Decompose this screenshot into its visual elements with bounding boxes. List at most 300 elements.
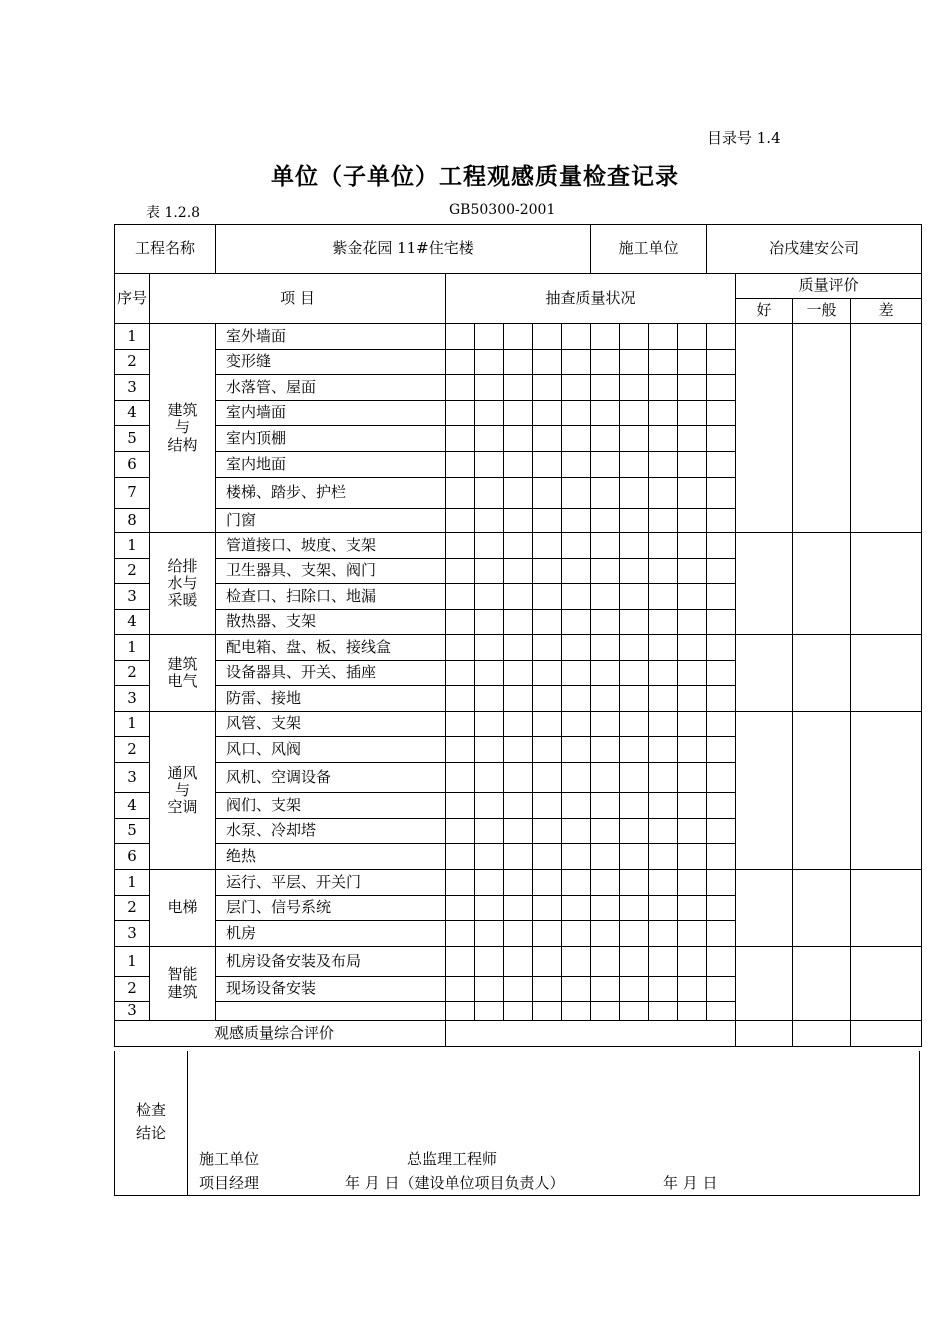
poor-cell[interactable] bbox=[851, 635, 922, 712]
inspection-cell[interactable] bbox=[649, 426, 678, 452]
inspection-cell[interactable] bbox=[649, 533, 678, 559]
inspection-cell[interactable] bbox=[504, 712, 533, 737]
inspection-cell[interactable] bbox=[475, 686, 504, 712]
inspection-cell[interactable] bbox=[533, 793, 562, 819]
inspection-cell[interactable] bbox=[649, 324, 678, 350]
inspection-cell[interactable] bbox=[446, 712, 475, 737]
inspection-cell[interactable] bbox=[678, 921, 707, 947]
inspection-cell[interactable] bbox=[446, 509, 475, 533]
inspection-cell[interactable] bbox=[533, 737, 562, 763]
inspection-cell[interactable] bbox=[562, 844, 591, 870]
inspection-cell[interactable] bbox=[446, 350, 475, 375]
good-cell[interactable] bbox=[736, 635, 793, 712]
good-cell[interactable] bbox=[736, 533, 793, 635]
inspection-cell[interactable] bbox=[504, 584, 533, 610]
inspection-cell[interactable] bbox=[504, 921, 533, 947]
inspection-cell[interactable] bbox=[591, 426, 620, 452]
inspection-cell[interactable] bbox=[707, 661, 736, 686]
good-cell[interactable] bbox=[736, 712, 793, 870]
inspection-cell[interactable] bbox=[707, 584, 736, 610]
inspection-cell[interactable] bbox=[533, 610, 562, 635]
inspection-cell[interactable] bbox=[649, 584, 678, 610]
inspection-cell[interactable] bbox=[475, 635, 504, 661]
inspection-cell[interactable] bbox=[562, 426, 591, 452]
inspection-cell[interactable] bbox=[707, 977, 736, 1002]
inspection-cell[interactable] bbox=[678, 819, 707, 844]
inspection-cell[interactable] bbox=[504, 870, 533, 896]
inspection-cell[interactable] bbox=[446, 896, 475, 921]
inspection-cell[interactable] bbox=[475, 401, 504, 426]
inspection-cell[interactable] bbox=[649, 661, 678, 686]
inspection-cell[interactable] bbox=[591, 737, 620, 763]
inspection-cell[interactable] bbox=[504, 324, 533, 350]
inspection-cell[interactable] bbox=[678, 763, 707, 793]
overall-inspection-cell[interactable] bbox=[446, 1021, 736, 1047]
inspection-cell[interactable] bbox=[649, 870, 678, 896]
inspection-cell[interactable] bbox=[446, 452, 475, 478]
inspection-cell[interactable] bbox=[649, 610, 678, 635]
inspection-cell[interactable] bbox=[475, 350, 504, 375]
inspection-cell[interactable] bbox=[678, 686, 707, 712]
inspection-cell[interactable] bbox=[620, 921, 649, 947]
project-info-row bbox=[115, 225, 922, 274]
inspection-cell[interactable] bbox=[504, 533, 533, 559]
inspection-cell[interactable] bbox=[620, 401, 649, 426]
inspection-cell[interactable] bbox=[620, 509, 649, 533]
fair-cell[interactable] bbox=[793, 870, 851, 947]
inspection-cell[interactable] bbox=[504, 452, 533, 478]
inspection-cell[interactable] bbox=[591, 509, 620, 533]
inspection-cell[interactable] bbox=[678, 947, 707, 977]
inspection-cell[interactable] bbox=[620, 478, 649, 509]
fair-cell[interactable] bbox=[793, 947, 851, 1021]
inspection-cell[interactable] bbox=[504, 737, 533, 763]
inspection-cell[interactable] bbox=[533, 1002, 562, 1021]
inspection-cell[interactable] bbox=[475, 452, 504, 478]
inspection-cell[interactable] bbox=[620, 350, 649, 375]
inspection-cell[interactable] bbox=[707, 870, 736, 896]
fair-cell[interactable] bbox=[793, 324, 851, 533]
inspection-cell[interactable] bbox=[620, 610, 649, 635]
inspection-cell[interactable] bbox=[475, 375, 504, 401]
inspection-cell[interactable] bbox=[649, 819, 678, 844]
inspection-cell[interactable] bbox=[562, 610, 591, 635]
inspection-cell[interactable] bbox=[649, 478, 678, 509]
inspection-cell[interactable] bbox=[707, 452, 736, 478]
inspection-cell[interactable] bbox=[707, 947, 736, 977]
good-cell[interactable] bbox=[736, 324, 793, 533]
inspection-cell[interactable] bbox=[446, 977, 475, 1002]
inspection-cell[interactable] bbox=[591, 844, 620, 870]
inspection-cell[interactable] bbox=[562, 793, 591, 819]
inspection-cell[interactable] bbox=[707, 921, 736, 947]
inspection-cell[interactable] bbox=[446, 661, 475, 686]
inspection-cell[interactable] bbox=[562, 737, 591, 763]
inspection-cell[interactable] bbox=[649, 452, 678, 478]
inspection-cell[interactable] bbox=[562, 661, 591, 686]
inspection-cell[interactable] bbox=[475, 584, 504, 610]
inspection-cell[interactable] bbox=[475, 819, 504, 844]
inspection-cell[interactable] bbox=[504, 686, 533, 712]
inspection-cell[interactable] bbox=[504, 509, 533, 533]
inspection-cell[interactable] bbox=[562, 478, 591, 509]
inspection-cell[interactable] bbox=[504, 661, 533, 686]
inspection-cell[interactable] bbox=[678, 870, 707, 896]
inspection-cell[interactable] bbox=[504, 763, 533, 793]
inspection-cell[interactable] bbox=[620, 712, 649, 737]
inspection-cell[interactable] bbox=[707, 426, 736, 452]
inspection-cell[interactable] bbox=[533, 763, 562, 793]
inspection-cell[interactable] bbox=[504, 635, 533, 661]
inspection-cell[interactable] bbox=[678, 712, 707, 737]
inspection-cell[interactable] bbox=[649, 737, 678, 763]
inspection-cell[interactable] bbox=[533, 977, 562, 1002]
item-number: 6 bbox=[115, 844, 150, 870]
inspection-cell[interactable] bbox=[475, 559, 504, 584]
overall-poor-cell[interactable] bbox=[851, 1021, 922, 1047]
inspection-cell[interactable] bbox=[678, 559, 707, 584]
inspection-cell[interactable] bbox=[591, 610, 620, 635]
project-manager-label: 项目经理 bbox=[199, 1174, 260, 1192]
inspection-cell[interactable] bbox=[591, 452, 620, 478]
inspection-cell[interactable] bbox=[620, 426, 649, 452]
inspection-cell[interactable] bbox=[620, 533, 649, 559]
inspection-cell[interactable] bbox=[591, 977, 620, 1002]
inspection-cell[interactable] bbox=[446, 819, 475, 844]
inspection-cell[interactable] bbox=[707, 737, 736, 763]
inspection-cell[interactable] bbox=[678, 426, 707, 452]
inspection-cell[interactable] bbox=[591, 870, 620, 896]
inspection-cell[interactable] bbox=[591, 584, 620, 610]
inspection-cell[interactable] bbox=[533, 426, 562, 452]
inspection-cell[interactable] bbox=[533, 533, 562, 559]
inspection-cell[interactable] bbox=[533, 559, 562, 584]
inspection-cell[interactable] bbox=[475, 712, 504, 737]
inspection-cell[interactable] bbox=[707, 324, 736, 350]
inspection-cell[interactable] bbox=[562, 1002, 591, 1021]
inspection-cell[interactable] bbox=[562, 896, 591, 921]
poor-cell[interactable] bbox=[851, 712, 922, 870]
inspection-cell[interactable] bbox=[533, 819, 562, 844]
inspection-cell[interactable] bbox=[533, 375, 562, 401]
inspection-cell[interactable] bbox=[475, 533, 504, 559]
inspection-cell[interactable] bbox=[707, 844, 736, 870]
inspection-cell[interactable] bbox=[620, 686, 649, 712]
inspection-cell[interactable] bbox=[504, 350, 533, 375]
inspection-cell[interactable] bbox=[475, 661, 504, 686]
inspection-cell[interactable] bbox=[533, 870, 562, 896]
inspection-cell[interactable] bbox=[504, 426, 533, 452]
inspection-cell[interactable] bbox=[620, 793, 649, 819]
inspection-cell[interactable] bbox=[707, 559, 736, 584]
group-name: 电梯 bbox=[150, 870, 216, 947]
inspection-cell[interactable] bbox=[649, 509, 678, 533]
inspection-cell[interactable] bbox=[678, 509, 707, 533]
poor-cell[interactable] bbox=[851, 533, 922, 635]
inspection-cell[interactable] bbox=[678, 1002, 707, 1021]
inspection-cell[interactable] bbox=[533, 452, 562, 478]
inspection-cell[interactable] bbox=[446, 635, 475, 661]
overall-good-cell[interactable] bbox=[736, 1021, 793, 1047]
inspection-cell[interactable] bbox=[533, 350, 562, 375]
inspection-cell[interactable] bbox=[649, 763, 678, 793]
inspection-cell[interactable] bbox=[446, 947, 475, 977]
inspection-cell[interactable] bbox=[446, 921, 475, 947]
inspection-cell[interactable] bbox=[649, 896, 678, 921]
inspection-cell[interactable] bbox=[475, 610, 504, 635]
inspection-cell[interactable] bbox=[678, 401, 707, 426]
inspection-cell[interactable] bbox=[562, 635, 591, 661]
inspection-cell[interactable] bbox=[562, 686, 591, 712]
inspection-cell[interactable] bbox=[707, 375, 736, 401]
inspection-cell[interactable] bbox=[678, 452, 707, 478]
inspection-cell[interactable] bbox=[620, 819, 649, 844]
inspection-cell[interactable] bbox=[649, 793, 678, 819]
inspection-cell[interactable] bbox=[649, 844, 678, 870]
inspection-cell[interactable] bbox=[562, 763, 591, 793]
inspection-cell[interactable] bbox=[446, 844, 475, 870]
inspection-cell[interactable] bbox=[707, 610, 736, 635]
inspection-cell[interactable] bbox=[649, 712, 678, 737]
inspection-cell[interactable] bbox=[678, 896, 707, 921]
inspection-cell[interactable] bbox=[446, 478, 475, 509]
inspection-cell[interactable] bbox=[562, 401, 591, 426]
inspection-cell[interactable] bbox=[591, 401, 620, 426]
item-number: 2 bbox=[115, 977, 150, 1002]
inspection-cell[interactable] bbox=[446, 401, 475, 426]
poor-cell[interactable] bbox=[851, 947, 922, 1021]
inspection-cell[interactable] bbox=[707, 1002, 736, 1021]
inspection-cell[interactable] bbox=[591, 635, 620, 661]
inspection-cell[interactable] bbox=[678, 635, 707, 661]
inspection-cell[interactable] bbox=[591, 921, 620, 947]
poor-cell[interactable] bbox=[851, 870, 922, 947]
inspection-cell[interactable] bbox=[620, 844, 649, 870]
inspection-cell[interactable] bbox=[446, 375, 475, 401]
inspection-cell[interactable] bbox=[620, 763, 649, 793]
inspection-cell[interactable] bbox=[591, 819, 620, 844]
inspection-cell[interactable] bbox=[678, 478, 707, 509]
inspection-cell[interactable] bbox=[475, 1002, 504, 1021]
inspection-cell[interactable] bbox=[562, 350, 591, 375]
inspection-cell[interactable] bbox=[591, 375, 620, 401]
inspection-cell[interactable] bbox=[475, 844, 504, 870]
inspection-cell[interactable] bbox=[620, 1002, 649, 1021]
inspection-cell[interactable] bbox=[678, 324, 707, 350]
inspection-cell[interactable] bbox=[707, 896, 736, 921]
inspection-cell[interactable] bbox=[475, 896, 504, 921]
inspection-cell[interactable] bbox=[707, 819, 736, 844]
inspection-cell[interactable] bbox=[533, 478, 562, 509]
inspection-cell[interactable] bbox=[446, 426, 475, 452]
inspection-cell[interactable] bbox=[446, 793, 475, 819]
inspection-cell[interactable] bbox=[533, 584, 562, 610]
inspection-cell[interactable] bbox=[707, 712, 736, 737]
inspection-cell[interactable] bbox=[649, 686, 678, 712]
good-cell[interactable] bbox=[736, 870, 793, 947]
inspection-cell[interactable] bbox=[620, 559, 649, 584]
inspection-cell[interactable] bbox=[678, 375, 707, 401]
inspection-cell[interactable] bbox=[475, 509, 504, 533]
inspection-cell[interactable] bbox=[562, 533, 591, 559]
inspection-cell[interactable] bbox=[707, 533, 736, 559]
inspection-cell[interactable] bbox=[678, 610, 707, 635]
inspection-cell[interactable] bbox=[591, 793, 620, 819]
inspection-cell[interactable] bbox=[562, 870, 591, 896]
inspection-cell[interactable] bbox=[446, 763, 475, 793]
inspection-cell[interactable] bbox=[620, 947, 649, 977]
inspection-cell[interactable] bbox=[504, 375, 533, 401]
inspection-cell[interactable] bbox=[591, 350, 620, 375]
inspection-cell[interactable] bbox=[504, 559, 533, 584]
inspection-cell[interactable] bbox=[475, 763, 504, 793]
inspection-cell[interactable] bbox=[446, 584, 475, 610]
inspection-cell[interactable] bbox=[678, 584, 707, 610]
inspection-cell[interactable] bbox=[678, 977, 707, 1002]
inspection-cell[interactable] bbox=[620, 375, 649, 401]
fair-cell[interactable] bbox=[793, 635, 851, 712]
inspection-cell[interactable] bbox=[475, 426, 504, 452]
inspection-cell[interactable] bbox=[649, 977, 678, 1002]
inspection-cell[interactable] bbox=[475, 870, 504, 896]
inspection-cell[interactable] bbox=[620, 977, 649, 1002]
inspection-cell[interactable] bbox=[562, 947, 591, 977]
inspection-cell[interactable] bbox=[475, 478, 504, 509]
inspection-cell[interactable] bbox=[475, 737, 504, 763]
inspection-cell[interactable] bbox=[562, 584, 591, 610]
inspection-cell[interactable] bbox=[620, 452, 649, 478]
inspection-cell[interactable] bbox=[620, 870, 649, 896]
inspection-cell[interactable] bbox=[678, 737, 707, 763]
inspection-cell[interactable] bbox=[591, 559, 620, 584]
inspection-cell[interactable] bbox=[533, 896, 562, 921]
inspection-cell[interactable] bbox=[707, 763, 736, 793]
inspection-cell[interactable] bbox=[533, 661, 562, 686]
inspection-cell[interactable] bbox=[562, 559, 591, 584]
inspection-cell[interactable] bbox=[504, 610, 533, 635]
overall-fair-cell[interactable] bbox=[793, 1021, 851, 1047]
inspection-cell[interactable] bbox=[649, 921, 678, 947]
inspection-cell[interactable] bbox=[649, 401, 678, 426]
inspection-cell[interactable] bbox=[649, 1002, 678, 1021]
inspection-cell[interactable] bbox=[707, 478, 736, 509]
inspection-cell[interactable] bbox=[649, 635, 678, 661]
inspection-cell[interactable] bbox=[591, 661, 620, 686]
inspection-cell[interactable] bbox=[591, 324, 620, 350]
inspection-cell[interactable] bbox=[504, 1002, 533, 1021]
inspection-cell[interactable] bbox=[620, 737, 649, 763]
inspection-cell[interactable] bbox=[533, 921, 562, 947]
inspection-cell[interactable] bbox=[562, 712, 591, 737]
inspection-cell[interactable] bbox=[446, 533, 475, 559]
conclusion-section bbox=[114, 1051, 920, 1196]
inspection-cell[interactable] bbox=[678, 533, 707, 559]
inspection-cell[interactable] bbox=[591, 686, 620, 712]
inspection-cell[interactable] bbox=[504, 793, 533, 819]
inspection-cell[interactable] bbox=[562, 921, 591, 947]
inspection-cell[interactable] bbox=[620, 896, 649, 921]
inspection-cell[interactable] bbox=[446, 737, 475, 763]
inspection-cell[interactable] bbox=[475, 793, 504, 819]
inspection-cell[interactable] bbox=[707, 793, 736, 819]
inspection-cell[interactable] bbox=[591, 947, 620, 977]
inspection-cell[interactable] bbox=[533, 947, 562, 977]
fair-cell[interactable] bbox=[793, 533, 851, 635]
inspection-cell[interactable] bbox=[591, 533, 620, 559]
inspection-cell[interactable] bbox=[678, 350, 707, 375]
inspection-cell[interactable] bbox=[620, 635, 649, 661]
inspection-cell[interactable] bbox=[707, 686, 736, 712]
inspection-cell[interactable] bbox=[707, 635, 736, 661]
inspection-cell[interactable] bbox=[649, 350, 678, 375]
inspection-cell[interactable] bbox=[562, 509, 591, 533]
inspection-cell[interactable] bbox=[446, 324, 475, 350]
inspection-cell[interactable] bbox=[475, 324, 504, 350]
inspection-cell[interactable] bbox=[562, 324, 591, 350]
inspection-cell[interactable] bbox=[649, 559, 678, 584]
inspection-cell[interactable] bbox=[620, 661, 649, 686]
inspection-cell[interactable] bbox=[533, 712, 562, 737]
inspection-cell[interactable] bbox=[446, 559, 475, 584]
inspection-cell[interactable] bbox=[504, 819, 533, 844]
inspection-cell[interactable] bbox=[533, 686, 562, 712]
item-number: 5 bbox=[115, 426, 150, 452]
inspection-cell[interactable] bbox=[591, 896, 620, 921]
inspection-cell[interactable] bbox=[504, 844, 533, 870]
inspection-cell[interactable] bbox=[707, 509, 736, 533]
inspection-cell[interactable] bbox=[475, 921, 504, 947]
inspection-cell[interactable] bbox=[678, 793, 707, 819]
inspection-cell[interactable] bbox=[562, 977, 591, 1002]
inspection-cell[interactable] bbox=[533, 324, 562, 350]
fair-cell[interactable] bbox=[793, 712, 851, 870]
inspection-cell[interactable] bbox=[533, 401, 562, 426]
inspection-cell[interactable] bbox=[504, 947, 533, 977]
inspection-cell[interactable] bbox=[475, 947, 504, 977]
inspection-cell[interactable] bbox=[591, 712, 620, 737]
inspection-cell[interactable] bbox=[649, 375, 678, 401]
inspection-cell[interactable] bbox=[504, 478, 533, 509]
inspection-cell[interactable] bbox=[678, 844, 707, 870]
inspection-cell[interactable] bbox=[620, 324, 649, 350]
inspection-cell[interactable] bbox=[707, 350, 736, 375]
inspection-cell[interactable] bbox=[504, 977, 533, 1002]
poor-cell[interactable] bbox=[851, 324, 922, 533]
inspection-cell[interactable] bbox=[649, 947, 678, 977]
inspection-cell[interactable] bbox=[707, 401, 736, 426]
good-cell[interactable] bbox=[736, 947, 793, 1021]
inspection-cell[interactable] bbox=[562, 375, 591, 401]
inspection-cell[interactable] bbox=[475, 977, 504, 1002]
inspection-cell[interactable] bbox=[533, 509, 562, 533]
inspection-cell[interactable] bbox=[678, 661, 707, 686]
inspection-cell[interactable] bbox=[591, 478, 620, 509]
inspection-cell[interactable] bbox=[620, 584, 649, 610]
inspection-cell[interactable] bbox=[504, 401, 533, 426]
inspection-cell[interactable] bbox=[562, 819, 591, 844]
inspection-cell[interactable] bbox=[591, 1002, 620, 1021]
inspection-cell[interactable] bbox=[446, 1002, 475, 1021]
inspection-cell[interactable] bbox=[446, 686, 475, 712]
inspection-cell[interactable] bbox=[446, 870, 475, 896]
item-number: 4 bbox=[115, 793, 150, 819]
inspection-cell[interactable] bbox=[533, 635, 562, 661]
inspection-cell[interactable] bbox=[446, 610, 475, 635]
inspection-cell[interactable] bbox=[562, 452, 591, 478]
inspection-cell[interactable] bbox=[591, 763, 620, 793]
inspection-cell[interactable] bbox=[504, 896, 533, 921]
inspection-cell[interactable] bbox=[533, 844, 562, 870]
